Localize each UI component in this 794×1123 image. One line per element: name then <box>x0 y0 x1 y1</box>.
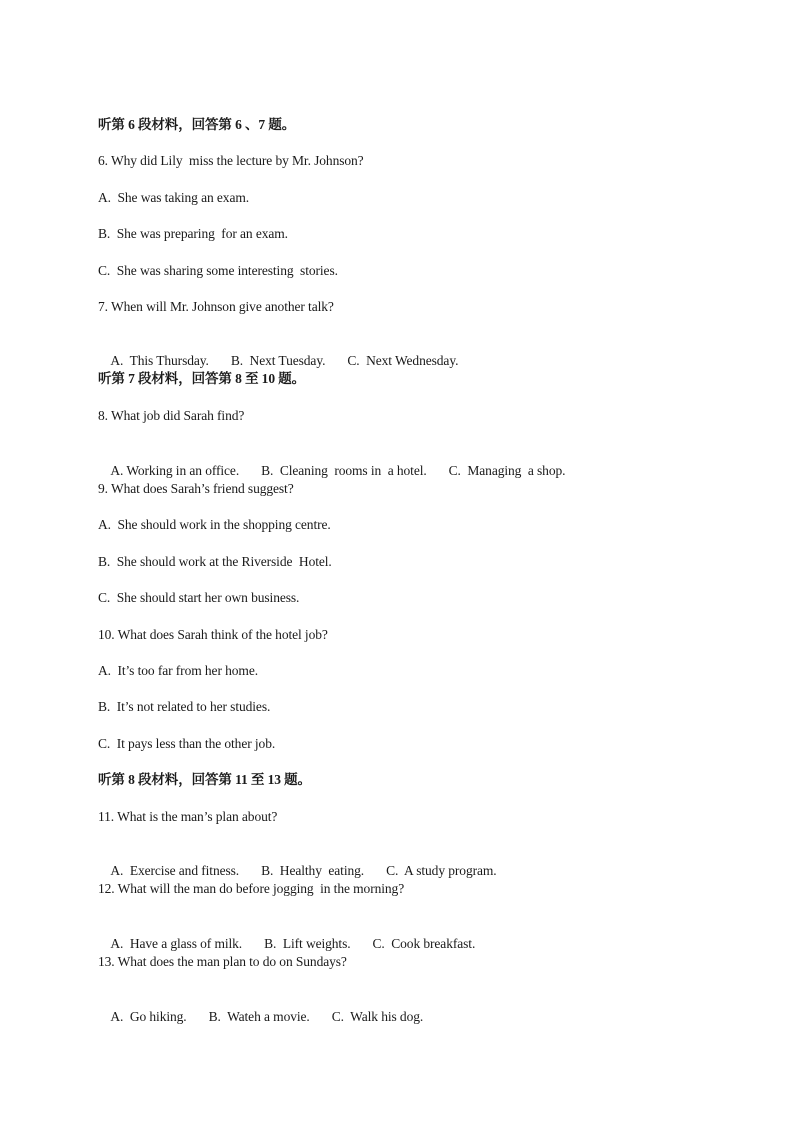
section-heading: 听第 7 段材料，回答第 8 至 10 题。 <box>98 371 306 386</box>
option-8b: B. Cleaning rooms in a hotel. <box>261 463 427 478</box>
option-9c: C. She should start her own business. <box>98 590 300 605</box>
option-12a: A. Have a glass of milk. <box>110 936 243 951</box>
option-11b: B. Healthy eating. <box>261 863 365 878</box>
option-10a: A. It’s too far from her home. <box>98 663 258 678</box>
option-8a: A. Working in an office. <box>110 463 240 478</box>
option-12c: C. Cook breakfast. <box>372 936 476 951</box>
option-6c: C. She was sharing some interesting stories. <box>98 263 338 278</box>
option-13c: C. Walk his dog. <box>331 1009 424 1024</box>
option-12b: B. Lift weights. <box>264 936 351 951</box>
option-8c: C. Managing a shop. <box>448 463 566 478</box>
question-12: 12. What will the man do before jogging in the morning? <box>98 881 405 896</box>
option-7b: B. Next Tuesday. <box>230 353 326 368</box>
option-7c: C. Next Wednesday. <box>347 353 459 368</box>
option-11c: C. A study program. <box>386 863 497 878</box>
question-13: 13. What does the man plan to do on Sundays? <box>98 954 347 969</box>
option-13a: A. Go hiking. <box>110 1009 187 1024</box>
option-9a: A. She should work in the shopping centre. <box>98 517 331 532</box>
question-9: 9. What does Sarah’s friend suggest? <box>98 481 294 496</box>
question-6: 6. Why did Lily miss the lecture by Mr. Johnson? <box>98 153 364 168</box>
question-10: 10. What does Sarah think of the hotel job? <box>98 627 328 642</box>
option-9b: B. She should work at the Riverside Hotel. <box>98 554 332 569</box>
option-11a: A. Exercise and fitness. <box>110 863 240 878</box>
option-13b: B. Wateh a movie. <box>208 1009 310 1024</box>
option-7a: A. This Thursday. <box>110 353 209 368</box>
option-10c: C. It pays less than the other job. <box>98 736 276 751</box>
option-6b: B. She was preparing for an exam. <box>98 226 288 241</box>
option-6a: A. She was taking an exam. <box>98 190 250 205</box>
question-7: 7. When will Mr. Johnson give another talk? <box>98 299 334 314</box>
question-11: 11. What is the man’s plan about? <box>98 809 278 824</box>
option-10b: B. It’s not related to her studies. <box>98 699 271 714</box>
section-heading: 听第 8 段材料，回答第 11 至 13 题。 <box>98 772 311 787</box>
question-8: 8. What job did Sarah find? <box>98 408 245 423</box>
options-13 <box>98 990 423 1044</box>
section-heading: 听第 6 段材料，回答第 6 、7 题。 <box>98 117 296 132</box>
